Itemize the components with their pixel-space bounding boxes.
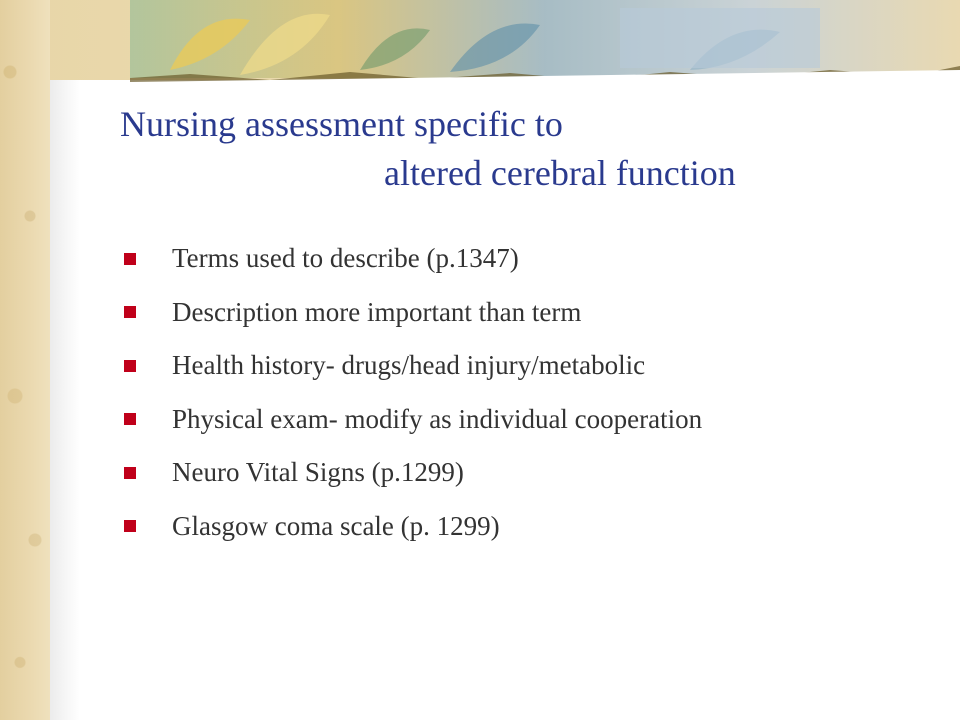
- bullet-text: Terms used to describe (p.1347): [172, 243, 519, 274]
- bullet-list: [124, 232, 924, 553]
- bullet-item: [124, 393, 924, 447]
- sidebar-shadow: [50, 80, 80, 720]
- slide-title: [120, 100, 920, 197]
- bullet-text: Physical exam- modify as individual cooperation: [172, 403, 703, 434]
- bullet-text: Glasgow coma scale (p. 1299): [172, 510, 500, 541]
- square-bullet-icon: [124, 360, 136, 372]
- square-bullet-icon: [124, 520, 136, 532]
- title-line-1: Nursing assessment specific to: [120, 104, 563, 144]
- decorative-banner-image: [130, 0, 960, 92]
- bullet-item: [124, 286, 924, 340]
- parchment-sidebar: [0, 0, 50, 720]
- title-line-2: altered cerebral function: [384, 152, 736, 193]
- square-bullet-icon: [124, 413, 136, 425]
- bullet-item: [124, 446, 924, 500]
- bullet-item: [124, 232, 924, 286]
- bullet-text: Neuro Vital Signs (p.1299): [172, 457, 464, 488]
- bullet-text: Health history- drugs/head injury/metabolic: [172, 350, 646, 381]
- bullet-text: Description more important than term: [172, 296, 582, 327]
- bullet-item: [124, 500, 924, 554]
- square-bullet-icon: [124, 253, 136, 265]
- bullet-item: [124, 339, 924, 393]
- square-bullet-icon: [124, 467, 136, 479]
- square-bullet-icon: [124, 306, 136, 318]
